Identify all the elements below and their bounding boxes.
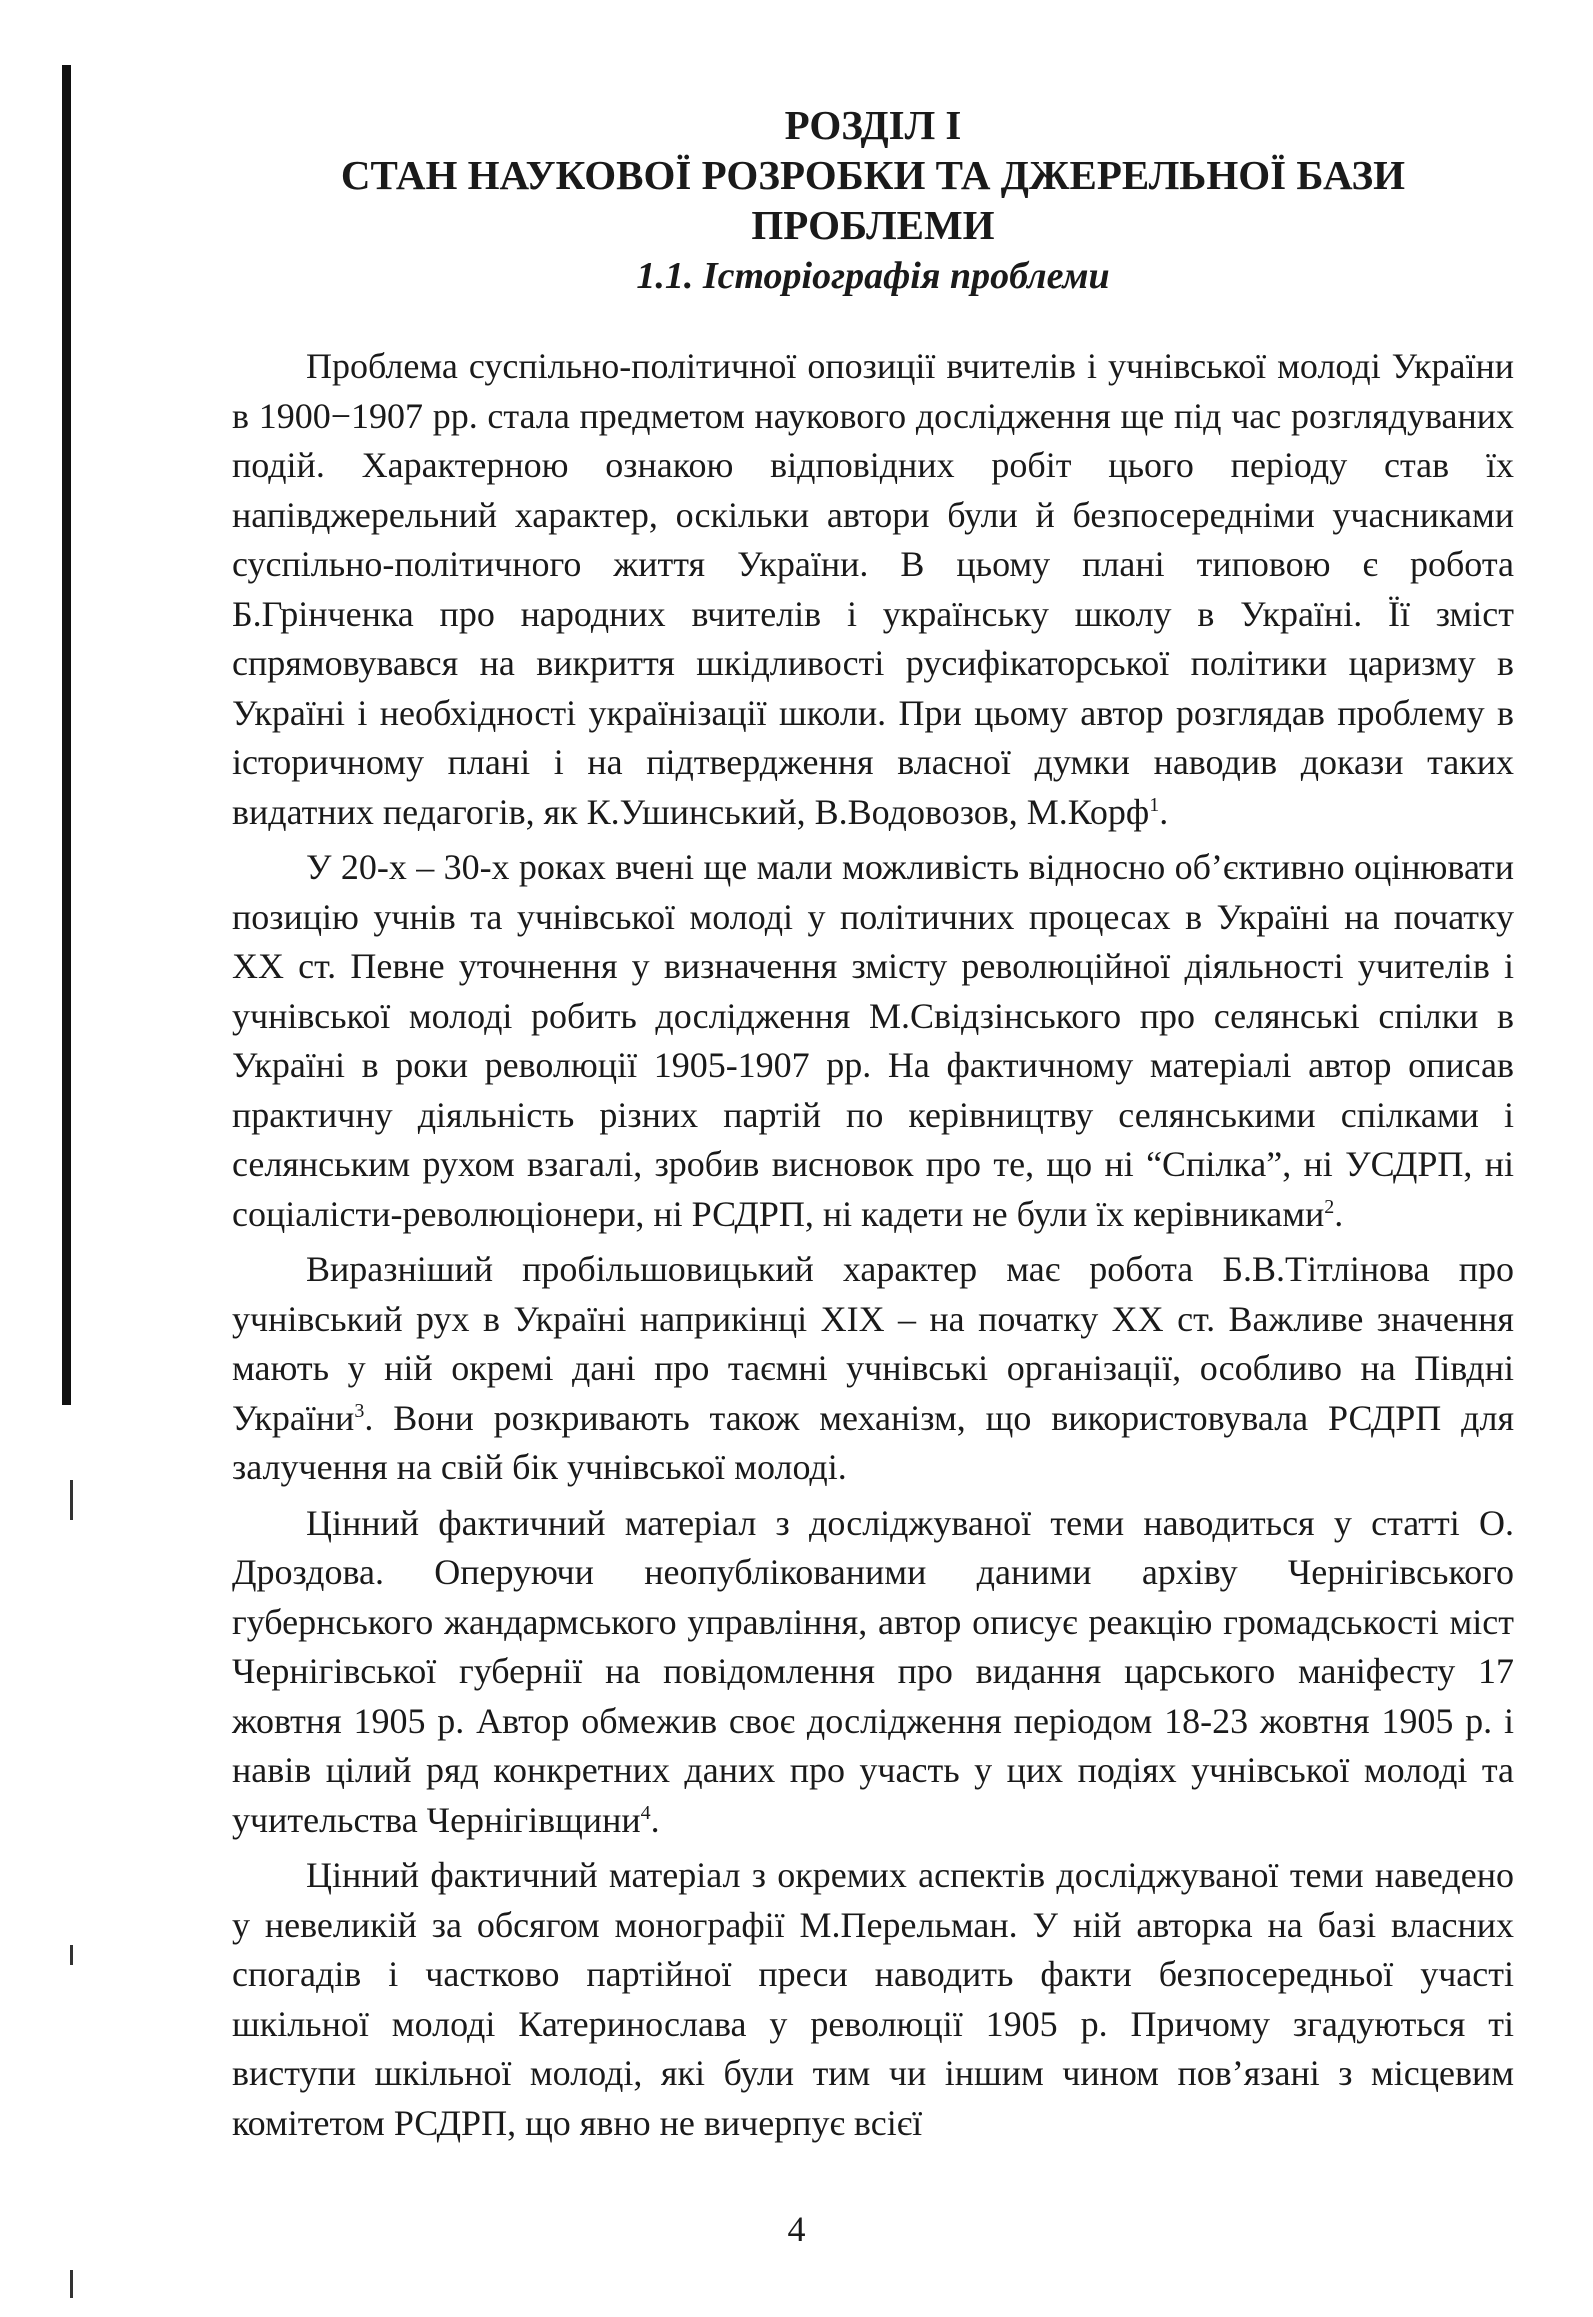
chapter-title-line: СТАН НАУКОВОЇ РОЗРОБКИ ТА ДЖЕРЕЛЬНОЇ БАЗИ	[340, 152, 1406, 198]
paragraph	[232, 1851, 1514, 2148]
footnote-ref: 4	[640, 1801, 651, 1824]
footnote-ref: 3	[354, 1399, 365, 1422]
page-number: 4	[787, 2209, 806, 2249]
scan-speck	[70, 1480, 73, 1520]
scan-speck	[70, 1945, 73, 1965]
footnote-ref: 1	[1149, 793, 1160, 816]
scan-speck	[70, 2270, 73, 2298]
paragraph-tail: .	[1159, 791, 1169, 832]
paragraph-tail: . Вони розкривають також механізм, що використовувала РСДРП для залучення на свій бік учнівської молоді.	[232, 1397, 1514, 1487]
paragraph-tail: .	[1334, 1193, 1344, 1234]
paragraph-tail: .	[650, 1799, 660, 1840]
paragraph	[232, 1245, 1514, 1493]
paragraph-text: У 20-х – 30-х роках вчені ще мали можливість відносно об’єктивно оцінювати позицію учнів та учнівської молоді у політичних процесах в Україні на початку XX ст. Певне уточнення у визначення змісту революційної діяльності учителів і учнівської молоді робить дослідження М.Свідзінського про селянські спілки в Україні в роки революції 1905-1907 рр. На фактичному матеріалі автор описав практичну діяльність різних партій по керівництву селянськими спілками і селянським рухом взагалі, зробив висновок про те, що ні “Спілка”, ні УСДРП, ні соціалісти-революціонери, ні РСДРП, ні кадети не були їх керівниками	[232, 847, 1514, 1234]
chapter-label: РОЗДІЛ I	[784, 102, 962, 148]
paragraph	[232, 342, 1514, 837]
paragraph-text: Цінний фактичний матеріал з окремих аспектів досліджуваної теми наведено у невеликій за обсягом монографії М.Перельман. У ній авторка на базі власних спогадів і частково партійної преси наводить факти безпосередньої участі шкільної молоді Катеринослава у революції 1905 р. Причому згадуються ті виступи шкільної молоді, які були тим чи іншим чином пов’язані з місцевим комітетом РСДРП, що явно не вичерпує всієї	[232, 1855, 1514, 2143]
paragraph-text: Проблема суспільно-політичної опозиції вчителів і учнівської молоді України в 1900−1907 рр. стала предметом наукового дослідження ще під час розглядуваних подій. Характерною ознакою відповідних робіт цього періоду став їх напівджерельний характер, оскільки автори були й безпосередніми учасниками суспільно-політичного життя України. В цьому плані типовою є робота Б.Грінченка про народних вчителів і українську школу в Україні. Її зміст спрямовувався на викриття шкідливості русифікаторської політики царизму в Україні і необхідності українізації школи. При цьому автор розглядав проблему в історичному плані і на підтвердження власної думки наводив докази таких видатних педагогів, як К.Ушинський, В.Водовозов, М.Корф	[232, 346, 1514, 832]
paragraph-text: Цінний фактичний матеріал з досліджуваної теми наводиться у статті О. Дроздова. Оперуючи неопублікованими даними архіву Чернігівського губернського жандармського управління, автор описує реакцію громадськості міст Чернігівської губернії на повідомлення про видання царського маніфесту 17 жовтня 1905 р. Автор обмежив своє дослідження періодом 18-23 жовтня 1905 р. і навів цілий ряд конкретних даних про участь у цих подіях учнівської молоді та учительства Чернігівщини	[232, 1502, 1514, 1840]
scan-edge-mark	[62, 65, 71, 1405]
chapter-title-line: ПРОБЛЕМИ	[751, 202, 995, 248]
paragraph	[232, 843, 1514, 1239]
section-title: 1.1. Історіографія проблеми	[636, 255, 1110, 297]
paragraph-text: Виразніший пробільшовицький характер має робота Б.В.Тітлінова про учнівський рух в Україні наприкінці XIX – на початку XX ст. Важливе значення мають у ній окремі дані про таємні учнівські організації, особливо на Півдні України	[232, 1249, 1514, 1438]
paragraph	[232, 1499, 1514, 1846]
document-page	[232, 100, 1514, 2154]
footnote-ref: 2	[1324, 1195, 1335, 1218]
